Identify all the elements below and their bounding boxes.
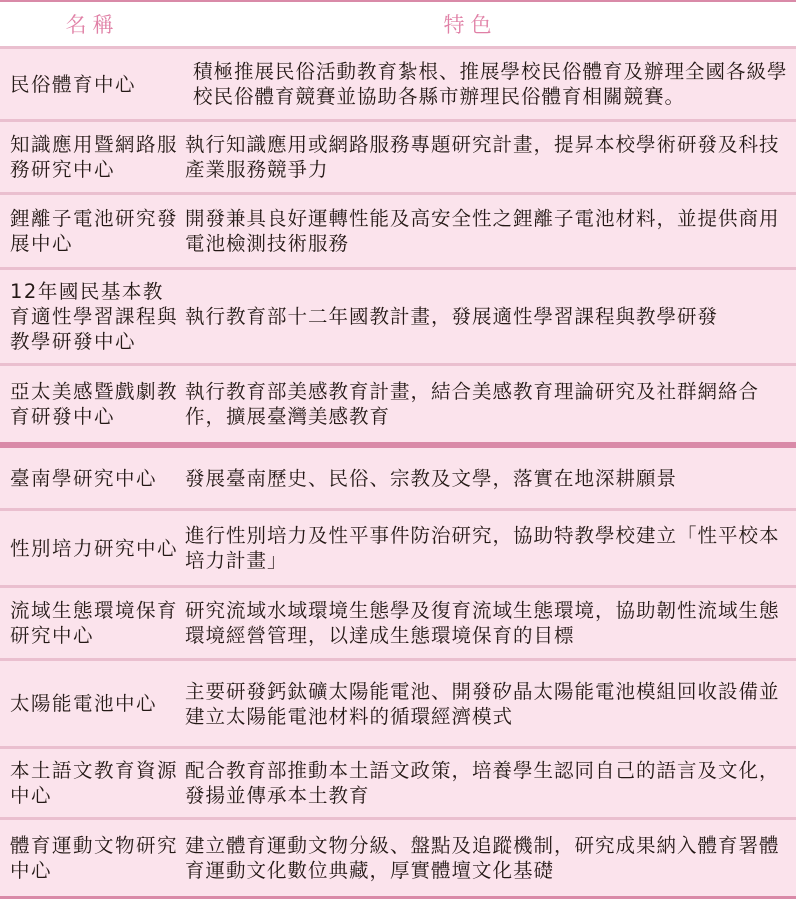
row-feature: 執行教育部美感教育計畫，結合美感教育理論研究及社群網絡合作，擴展臺灣美感教育 <box>185 380 760 428</box>
table-row <box>0 749 796 817</box>
row-feature: 研究流域水域環境生態學及復育流域生態環境，協助韌性流域生態環境經營管理，以達成生態環境保育的目標 <box>185 599 780 647</box>
table-row <box>0 661 796 746</box>
row-name: 亞太美感暨戲劇教育研發中心 <box>10 380 179 428</box>
row-feature: 執行知識應用或網路服務專題研究計畫，提昇本校學術研發及科技產業服務競爭力 <box>185 133 780 181</box>
row-name: 太陽能電池中心 <box>10 692 158 715</box>
row-name: 12年國民基本教育適性學習課程與教學研發中心 <box>10 280 179 353</box>
table-row <box>0 49 796 119</box>
row-feature: 開發兼具良好運轉性能及高安全性之鋰離子電池材料，並提供商用電池檢測技術服務 <box>185 207 780 255</box>
table-row <box>0 195 796 267</box>
row-feature: 配合教育部推動本土語文政策，培養學生認同自己的語言及文化，發揚並傳承本土教育 <box>185 759 780 807</box>
table-row <box>0 448 796 508</box>
table-bottom-border <box>0 896 796 899</box>
header-name: 名稱 <box>65 13 120 37</box>
table-row <box>0 122 796 192</box>
row-name: 體育運動文物研究中心 <box>10 834 179 882</box>
row-name: 性別培力研究中心 <box>10 536 179 560</box>
row-feature: 主要研發鈣鈦礦太陽能電池、開發矽晶太陽能電池模組回收設備並建立太陽能電池材料的循環經濟模式 <box>185 679 780 728</box>
row-name: 知識應用暨網路服務研究中心 <box>10 133 179 181</box>
row-name: 鋰離子電池研究發展中心 <box>10 207 179 255</box>
row-feature: 積極推展民俗活動教育紮根、推展學校民俗體育及辦理全國各級學校民俗體育競賽並協助各縣市辦理民俗體育相關競賽。 <box>193 60 788 108</box>
row-feature: 發展臺南歷史、民俗、宗教及文學，落實在地深耕願景 <box>185 466 678 490</box>
row-name: 流域生態環境保育研究中心 <box>10 599 179 647</box>
table-row <box>0 588 796 658</box>
row-feature: 進行性別培力及性平事件防治研究，協助特教學校建立「性平校本培力計畫」 <box>185 524 780 572</box>
table-row <box>0 820 796 896</box>
row-name: 臺南學研究中心 <box>10 466 158 490</box>
table-row <box>0 511 796 585</box>
row-name: 本土語文教育資源中心 <box>10 759 179 807</box>
table-row <box>0 270 796 363</box>
table-row <box>0 366 796 442</box>
row-feature: 建立體育運動文物分級、盤點及追蹤機制，研究成果納入體育署體育運動文化數位典藏，厚實體壇文化基礎 <box>185 834 780 882</box>
row-feature: 執行教育部十二年國教計畫，發展適性學習課程與教學研發 <box>185 305 719 328</box>
table-header <box>0 0 796 46</box>
header-feature: 特色 <box>443 13 498 37</box>
row-name: 民俗體育中心 <box>10 72 137 96</box>
